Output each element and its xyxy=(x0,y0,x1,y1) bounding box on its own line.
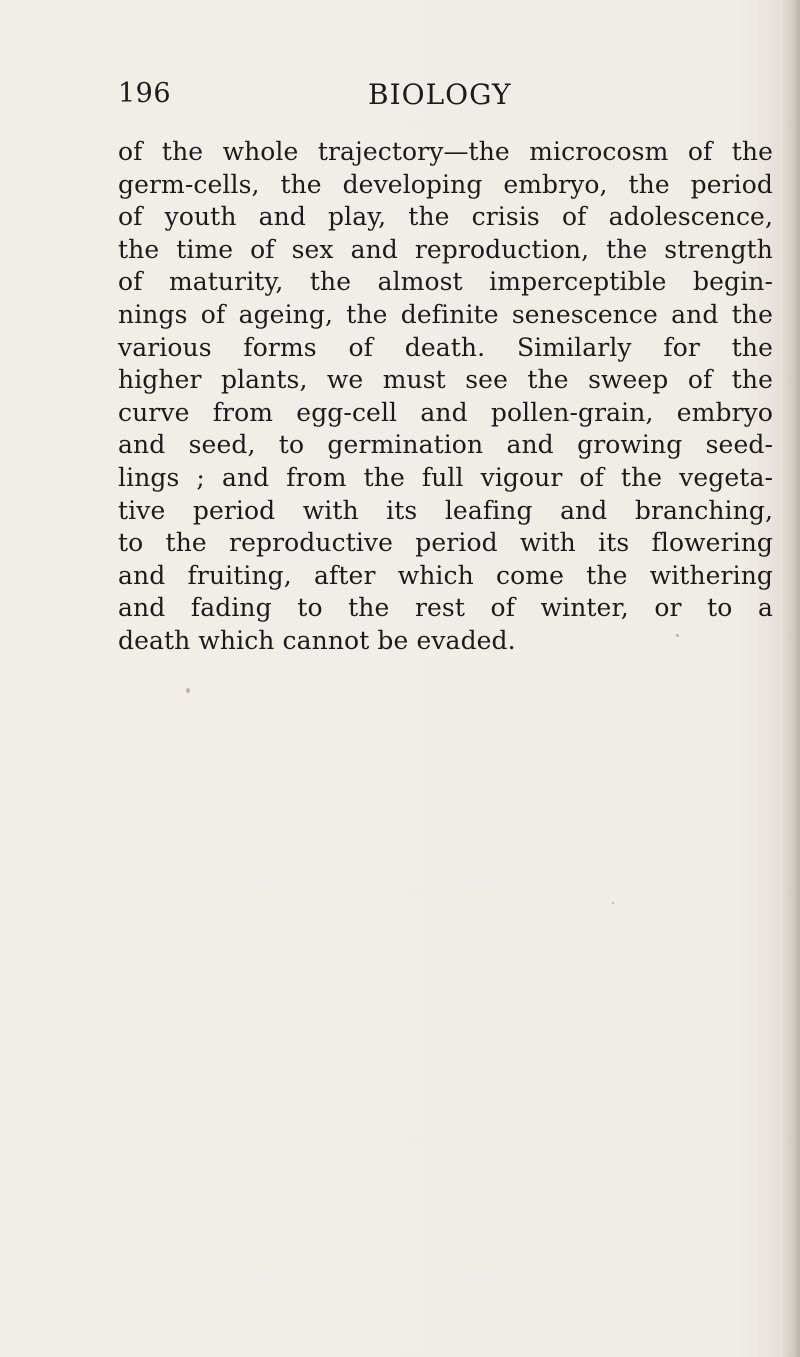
page-edge-shadow xyxy=(782,0,800,1357)
page-number: 196 xyxy=(118,78,172,109)
text-line: of maturity, the almost imperceptible begin- xyxy=(118,267,773,297)
page-header xyxy=(118,78,773,122)
paper-speck xyxy=(676,634,679,637)
text-line: death which cannot be evaded. xyxy=(118,625,516,655)
paper-speck xyxy=(186,688,190,693)
text-line: curve from egg-cell and pollen-grain, embryo xyxy=(118,397,773,427)
text-line: and fruiting, after which come the withering xyxy=(118,560,773,590)
text-line: various forms of death. Similarly for the xyxy=(118,332,773,362)
text-line: tive period with its leafing and branching, xyxy=(118,495,773,525)
body-paragraph xyxy=(118,136,773,658)
text-line: germ-cells, the developing embryo, the period xyxy=(118,169,773,199)
text-line: to the reproductive period with its flowering xyxy=(118,528,773,558)
text-line: the time of sex and reproduction, the strength xyxy=(118,234,773,264)
text-line: nings of ageing, the definite senescence and the xyxy=(118,299,773,329)
text-line: higher plants, we must see the sweep of the xyxy=(118,365,773,395)
running-head: BIOLOGY xyxy=(368,78,512,111)
text-line: lings ; and from the full vigour of the vegeta- xyxy=(118,462,773,492)
text-line: of youth and play, the crisis of adolescence, xyxy=(118,202,773,232)
text-line: and seed, to germination and growing seed- xyxy=(118,430,773,460)
paper-speck xyxy=(612,902,614,904)
text-line: and fading to the rest of winter, or to a xyxy=(118,593,773,623)
text-line: of the whole trajectory—the microcosm of the xyxy=(118,137,773,166)
